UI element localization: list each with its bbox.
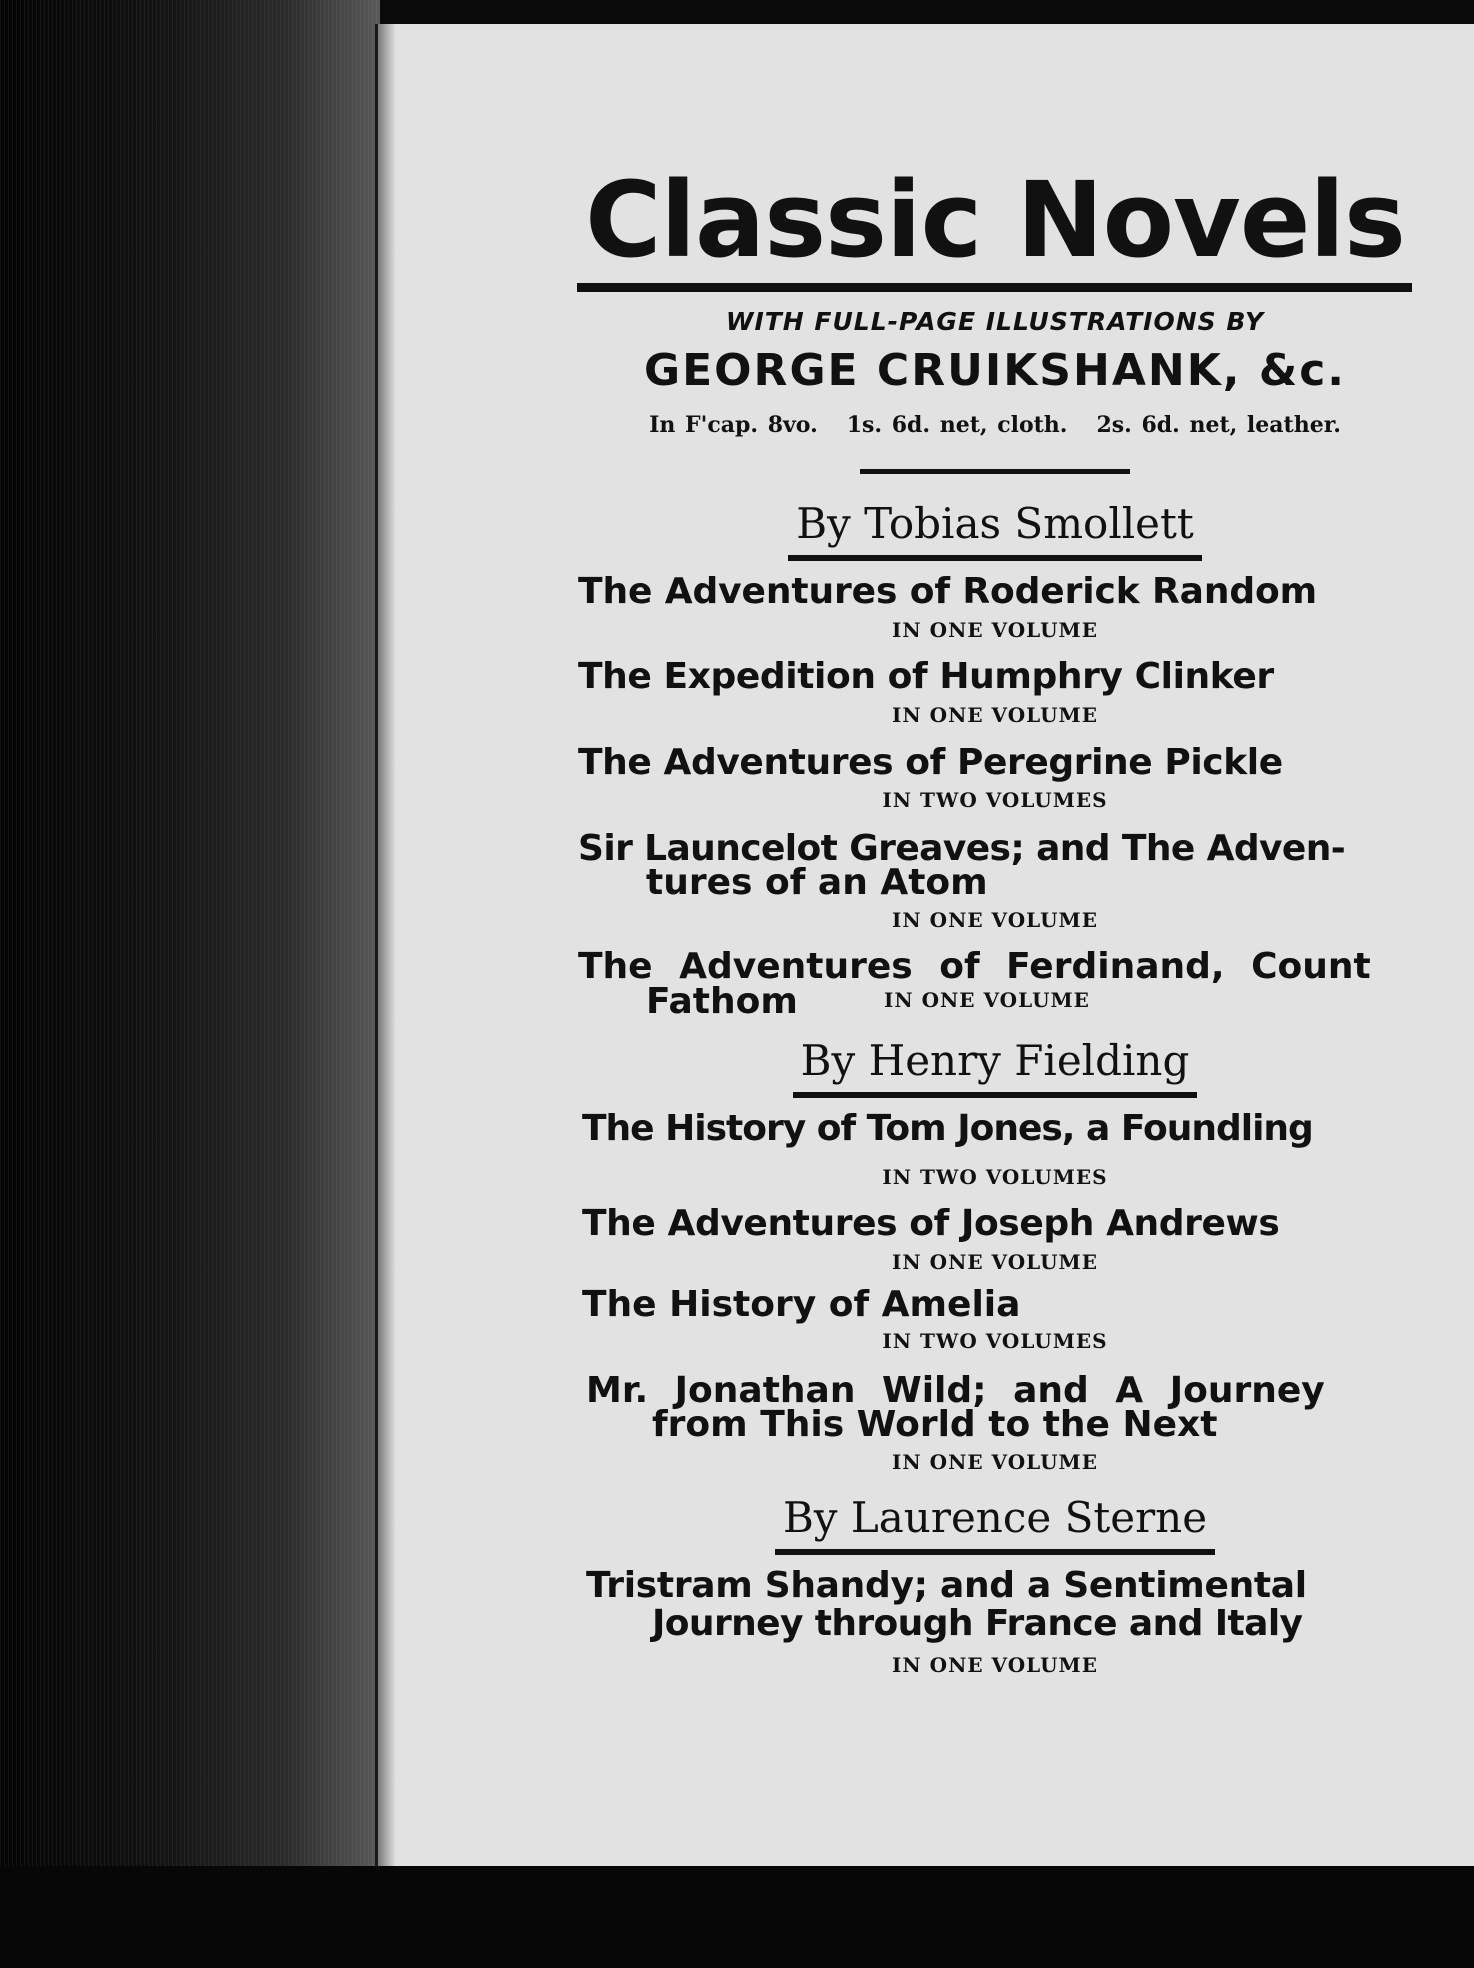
book-title: Mr. Jonathan Wild; and A Journey bbox=[586, 1370, 1325, 1411]
short-divider bbox=[860, 469, 1130, 474]
volume-count: IN TWO VOLUMES bbox=[882, 788, 1108, 812]
book-title: The Expedition of Humphry Clinker bbox=[578, 656, 1274, 697]
volume-count: IN ONE VOLUME bbox=[892, 703, 1098, 727]
volume-count: IN ONE VOLUME bbox=[892, 618, 1098, 642]
book-title: Tristram Shandy; and a Sentimental bbox=[586, 1565, 1307, 1606]
book-title: The History of Amelia bbox=[582, 1284, 1021, 1325]
author-heading-sterne bbox=[575, 1493, 1415, 1555]
book-title: The Adventures of Joseph Andrews bbox=[582, 1203, 1280, 1244]
author-name: By Laurence Sterne bbox=[775, 1497, 1215, 1555]
author-heading-fielding bbox=[575, 1036, 1415, 1098]
book-title: The Adventures of Peregrine Pickle bbox=[578, 742, 1283, 783]
book-title-continued: Fathom bbox=[646, 981, 798, 1022]
book-spine-edge bbox=[0, 0, 380, 1968]
page-title: Classic Novels bbox=[585, 159, 1405, 281]
book-title-continued: Journey through France and Italy bbox=[652, 1603, 1303, 1644]
book-title: The Adventures of Roderick Random bbox=[578, 571, 1318, 612]
volume-count: IN ONE VOLUME bbox=[892, 1653, 1098, 1677]
volume-count: IN ONE VOLUME bbox=[892, 1250, 1098, 1274]
title-rule bbox=[577, 283, 1412, 292]
volume-count: IN ONE VOLUME bbox=[892, 908, 1098, 932]
volume-count: IN TWO VOLUMES bbox=[882, 1329, 1108, 1353]
book-title: The History of Tom Jones, a Foundling bbox=[582, 1108, 1313, 1149]
volume-count: IN TWO VOLUMES bbox=[882, 1165, 1108, 1189]
illustrator-name: GEORGE CRUIKSHANK, &c. bbox=[643, 345, 1346, 396]
author-heading-smollett bbox=[575, 499, 1415, 561]
subtitle: WITH FULL-PAGE ILLUSTRATIONS BY bbox=[725, 307, 1265, 336]
page-bottom-shadow bbox=[0, 1866, 1474, 1968]
book-title: Sir Launcelot Greaves; and The Adven- bbox=[578, 828, 1346, 869]
author-name: By Henry Fielding bbox=[793, 1040, 1198, 1098]
book-title-continued: tures of an Atom bbox=[646, 862, 988, 903]
author-name: By Tobias Smollett bbox=[788, 503, 1202, 561]
volume-count: IN ONE VOLUME bbox=[884, 988, 1090, 1012]
book-title: The Adventures of Ferdinand, Count bbox=[578, 946, 1371, 987]
book-title-continued: from This World to the Next bbox=[652, 1404, 1218, 1445]
volume-count: IN ONE VOLUME bbox=[892, 1450, 1098, 1474]
edition-price-line: In F'cap. 8vo. 1s. 6d. net, cloth. 2s. 6d. net, leather. bbox=[649, 412, 1341, 438]
